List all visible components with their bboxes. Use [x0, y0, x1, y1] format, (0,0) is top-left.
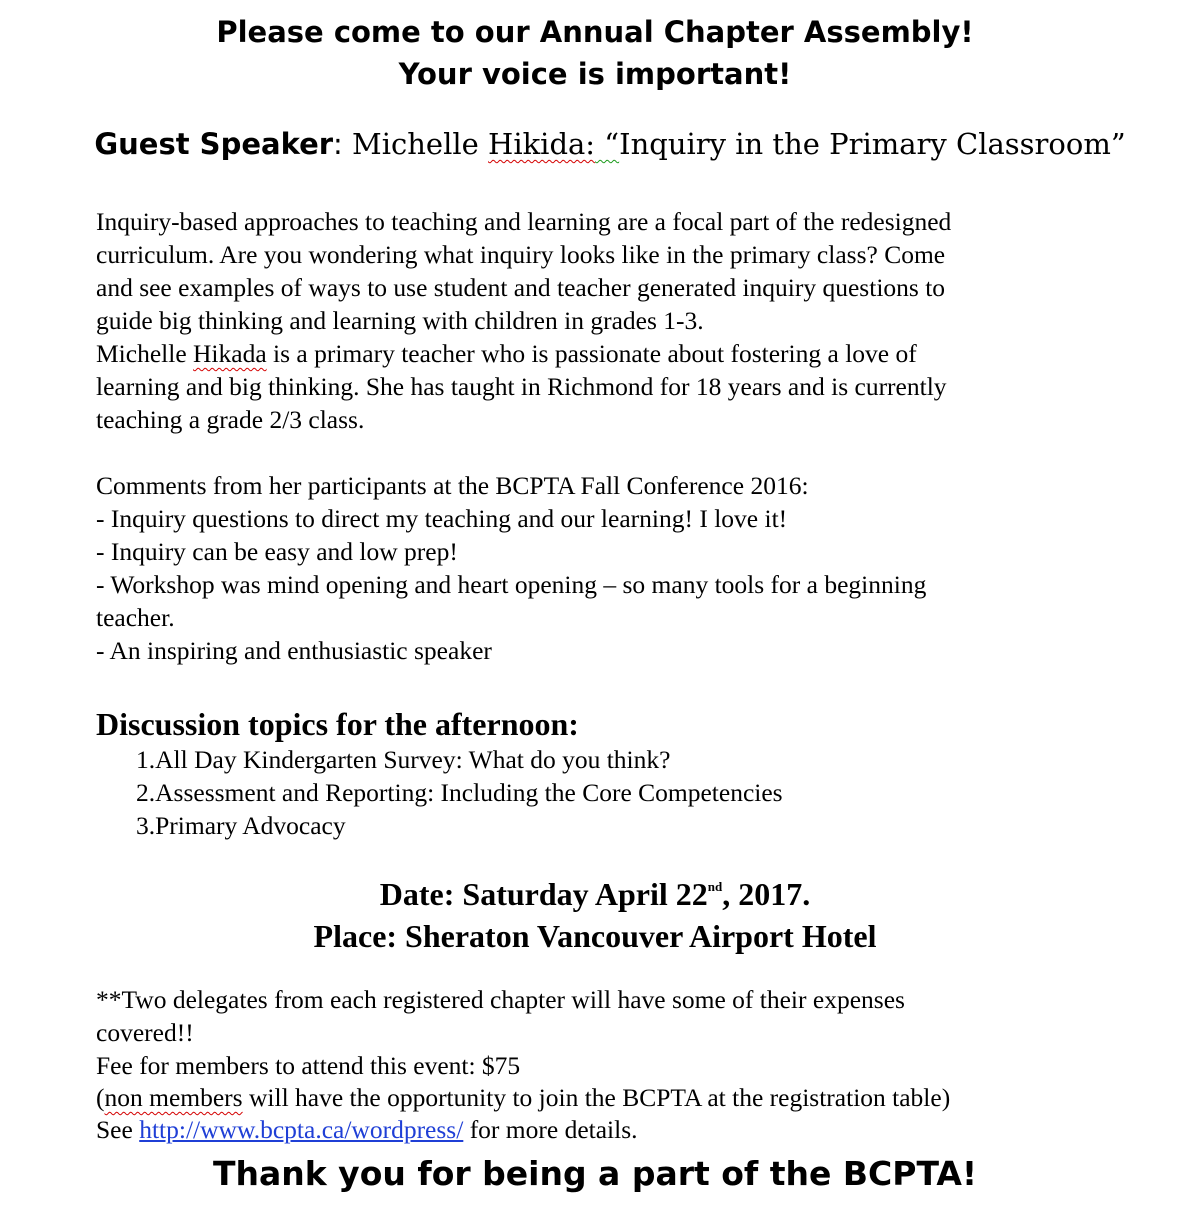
- intro-line: Inquiry-based approaches to teaching and learning are a focal part of the redesigned: [96, 207, 952, 236]
- fee-line: Fee for members to attend this event: $75: [96, 1051, 521, 1080]
- comment-item: teacher.: [96, 603, 175, 632]
- bio-first-line: [96, 337, 1106, 370]
- bio-line: teaching a grade 2/3 class.: [96, 405, 365, 434]
- delegates-note: **Two delegates from each registered chapter will have some of their expenses: [96, 985, 905, 1014]
- headline-voice: Your voice is important!: [398, 57, 792, 91]
- speaker-name-last: Hikida:: [488, 127, 596, 161]
- intro-line: and see examples of ways to use student and teacher generated inquiry questions to: [96, 273, 946, 302]
- intro-paragraph: [96, 205, 1106, 436]
- guest-speaker-line: [0, 124, 1200, 164]
- event-place: Place: Sheraton Vancouver Airport Hotel: [313, 918, 877, 954]
- bio-line: learning and big thinking. She has taught in Richmond for 18 years and is currently: [96, 372, 947, 401]
- comments-intro: Comments from her participants at the BCPTA Fall Conference 2016:: [96, 471, 809, 500]
- discussion-topics-title: Discussion topics for the afternoon:: [96, 706, 579, 742]
- bio-start: Michelle: [96, 339, 194, 368]
- notes-section: [96, 983, 1106, 1146]
- non-member-rest: will have the opportunity to join the BCPTA at the registration table): [242, 1083, 951, 1112]
- event-date-end: , 2017.: [722, 876, 811, 912]
- bio-name: Hikada: [193, 339, 267, 368]
- comment-item: - Inquiry can be easy and low prep!: [96, 537, 458, 566]
- details-suffix: for more details.: [463, 1115, 638, 1144]
- details-line: [96, 1114, 1106, 1146]
- non-member-open: (: [96, 1083, 105, 1112]
- discussion-topics-list: [136, 743, 783, 842]
- headline-invitation: Please come to our Annual Chapter Assembly!: [216, 15, 974, 49]
- comment-item: - An inspiring and enthusiastic speaker: [96, 636, 492, 665]
- talk-title: Inquiry in the Primary Classroom: [619, 127, 1111, 161]
- comments-section: [96, 469, 1106, 667]
- event-date: [0, 873, 1190, 915]
- comment-item: - Inquiry questions to direct my teaching and our learning! I love it!: [96, 504, 788, 533]
- bcpta-website-link[interactable]: http://www.bcpta.ca/wordpress/: [139, 1115, 464, 1144]
- topic-item: 3.Primary Advocacy: [136, 811, 346, 840]
- event-date-ordinal: nd: [707, 879, 723, 894]
- topic-item: 2.Assessment and Reporting: Including the Core Competencies: [136, 778, 783, 807]
- event-date-prefix: Date: Saturday April 22: [379, 876, 708, 912]
- non-member-line: [96, 1082, 1106, 1114]
- talk-quote-open: “: [595, 127, 620, 161]
- intro-line: curriculum. Are you wondering what inquiry looks like in the primary class? Come: [96, 240, 946, 269]
- speaker-name-first: Michelle: [352, 127, 489, 161]
- details-prefix: See: [96, 1115, 140, 1144]
- thank-you-footer: Thank you for being a part of the BCPTA!: [212, 1154, 977, 1193]
- comment-item: - Workshop was mind opening and heart opening – so many tools for a beginning: [96, 570, 927, 599]
- topic-item: 1.All Day Kindergarten Survey: What do you think?: [136, 745, 671, 774]
- talk-quote-close: ”: [1110, 127, 1126, 161]
- non-member-word: non members: [104, 1083, 243, 1112]
- bio-rest: is a primary teacher who is passionate about fostering a love of: [266, 339, 917, 368]
- delegates-note-cont: covered!!: [96, 1018, 194, 1047]
- intro-line: guide big thinking and learning with children in grades 1-3.: [96, 306, 704, 335]
- guest-speaker-label: Guest Speaker: [94, 127, 334, 161]
- guest-speaker-colon: :: [333, 127, 353, 161]
